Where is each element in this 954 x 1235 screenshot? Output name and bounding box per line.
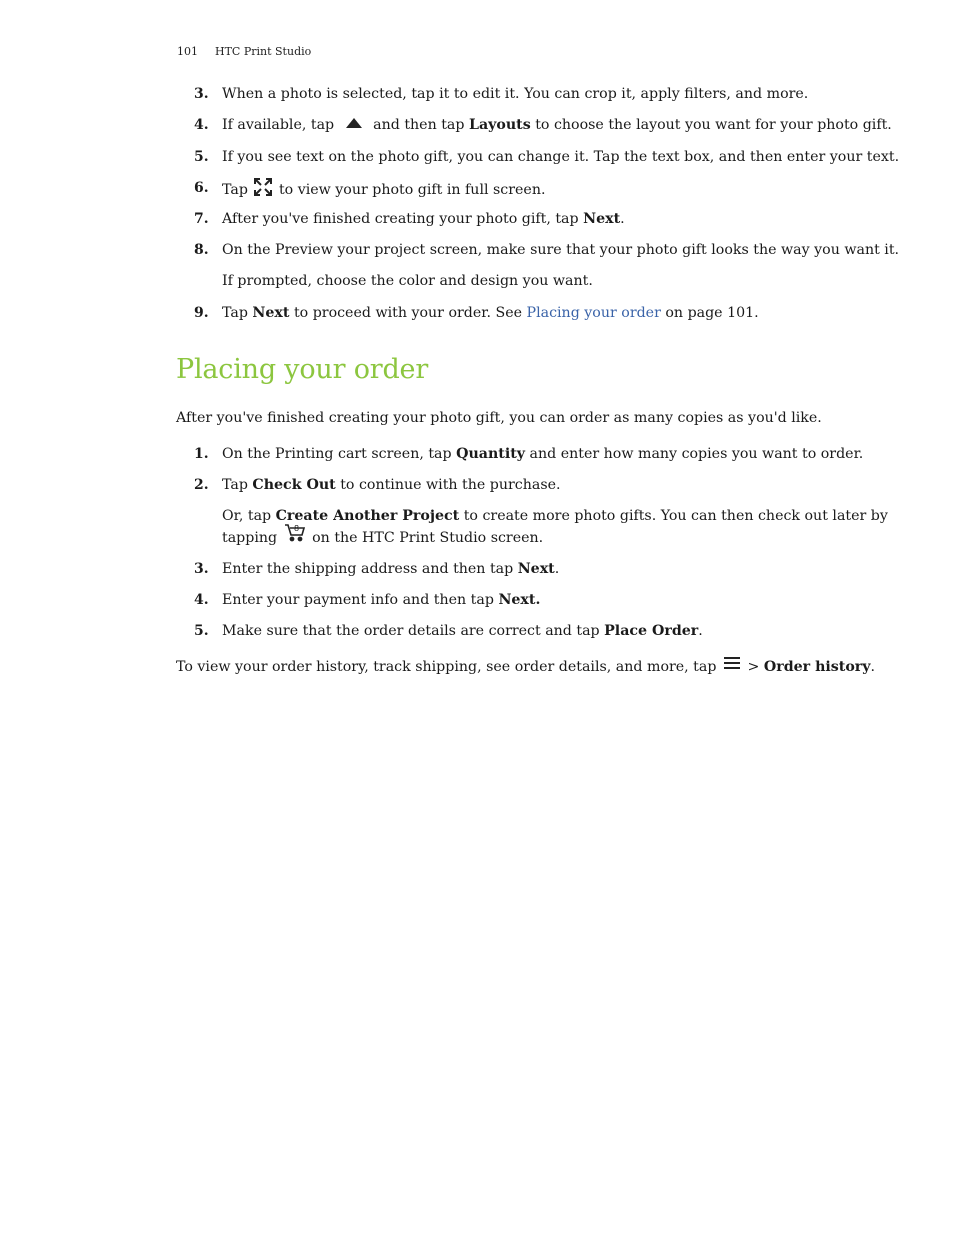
list-item xyxy=(222,209,625,229)
page-number: 101 xyxy=(177,45,198,58)
list-number: 3. xyxy=(194,86,209,102)
placing-order-link[interactable]: Placing your order xyxy=(526,305,661,321)
item-text: If available, tap xyxy=(222,117,335,133)
item-text: . xyxy=(698,623,703,639)
list-item-note xyxy=(222,271,593,291)
ui-label-order-history: Order history xyxy=(763,659,871,675)
section-intro: After you've finished creating your photo gift, you can order as many copies as you'd like. xyxy=(176,410,822,426)
list-item xyxy=(222,115,892,135)
item-text: . xyxy=(554,561,560,577)
page-header xyxy=(177,45,311,58)
item-text: On the Preview your project screen, make sure that your photo gift looks the way you want it. xyxy=(222,242,900,258)
list-item xyxy=(222,444,863,464)
svg-text:8: 8 xyxy=(293,524,299,533)
item-text: Tap xyxy=(222,182,248,198)
ui-label-next: Next. xyxy=(498,592,541,608)
item-text: Make sure that the order details are correct and tap xyxy=(222,623,600,639)
item-text: . xyxy=(620,211,625,227)
item-text: . xyxy=(870,659,876,675)
list-item xyxy=(222,178,545,202)
item-text: On the Printing cart screen, tap xyxy=(222,446,452,462)
ui-label-place-order: Place Order xyxy=(604,623,699,639)
item-text: to continue with the purchase. xyxy=(340,477,561,493)
footer-paragraph xyxy=(176,657,875,677)
item-text: When a photo is selected, tap it to edit it. You can crop it, apply filters, and more. xyxy=(222,86,809,102)
list-item xyxy=(222,240,899,260)
cart-icon xyxy=(284,522,306,548)
item-text: tapping xyxy=(222,530,278,546)
item-text: on page 101. xyxy=(665,305,759,321)
list-item-note xyxy=(222,524,544,548)
item-text: If prompted, choose the color and design you want. xyxy=(222,273,593,289)
item-text: and then tap xyxy=(373,117,465,133)
list-item xyxy=(222,303,759,323)
item-text: If you see text on the photo gift, you can change it. Tap the text box, and then enter your text. xyxy=(222,149,900,165)
list-item xyxy=(222,621,703,641)
list-item xyxy=(222,84,808,104)
list-item xyxy=(222,475,561,495)
list-number: 4. xyxy=(194,592,209,608)
list-number: 5. xyxy=(194,623,209,639)
list-item xyxy=(222,559,559,579)
item-text: to choose the layout you want for your photo gift. xyxy=(535,117,892,133)
list-item-note xyxy=(222,506,888,526)
list-number: 5. xyxy=(194,149,209,165)
item-text: Enter your payment info and then tap xyxy=(222,592,494,608)
list-number: 1. xyxy=(194,446,209,462)
list-item xyxy=(222,147,899,167)
ui-label-quantity: Quantity xyxy=(456,446,526,462)
item-text: to create more photo gifts. You can then check out later by xyxy=(463,508,888,524)
list-number: 8. xyxy=(194,242,209,258)
ui-label-next: Next xyxy=(252,305,290,321)
ui-label-next: Next xyxy=(517,561,555,577)
fullscreen-icon xyxy=(254,178,272,202)
item-text: on the HTC Print Studio screen. xyxy=(312,530,544,546)
list-number: 3. xyxy=(194,561,209,577)
ui-label-layouts: Layouts xyxy=(468,117,531,133)
header-section: HTC Print Studio xyxy=(215,45,312,58)
menu-icon xyxy=(723,656,741,676)
list-item xyxy=(222,590,540,610)
ui-label-check-out: Check Out xyxy=(252,477,336,493)
ui-label-create-another-project: Create Another Project xyxy=(275,508,460,524)
item-text: Tap xyxy=(222,305,248,321)
item-text: After you've finished creating your photo gift, tap xyxy=(222,211,579,227)
list-number: 6. xyxy=(194,180,209,196)
item-text: and enter how many copies you want to order. xyxy=(529,446,864,462)
breadcrumb-separator: > xyxy=(747,659,760,675)
item-text: to proceed with your order. See xyxy=(293,305,523,321)
item-text: Enter the shipping address and then tap xyxy=(222,561,514,577)
item-text: Or, tap xyxy=(222,508,272,524)
item-text: to view your photo gift in full screen. xyxy=(278,182,546,198)
list-number: 9. xyxy=(194,305,209,321)
ui-label-next: Next xyxy=(583,211,621,227)
list-number: 7. xyxy=(194,211,209,227)
section-title: Placing your order xyxy=(176,354,429,385)
item-text: To view your order history, track shipping, see order details, and more, tap xyxy=(176,659,717,675)
arrow-up-icon xyxy=(345,115,363,135)
list-number: 2. xyxy=(194,477,209,493)
list-number: 4. xyxy=(194,117,209,133)
item-text: Tap xyxy=(222,477,248,493)
